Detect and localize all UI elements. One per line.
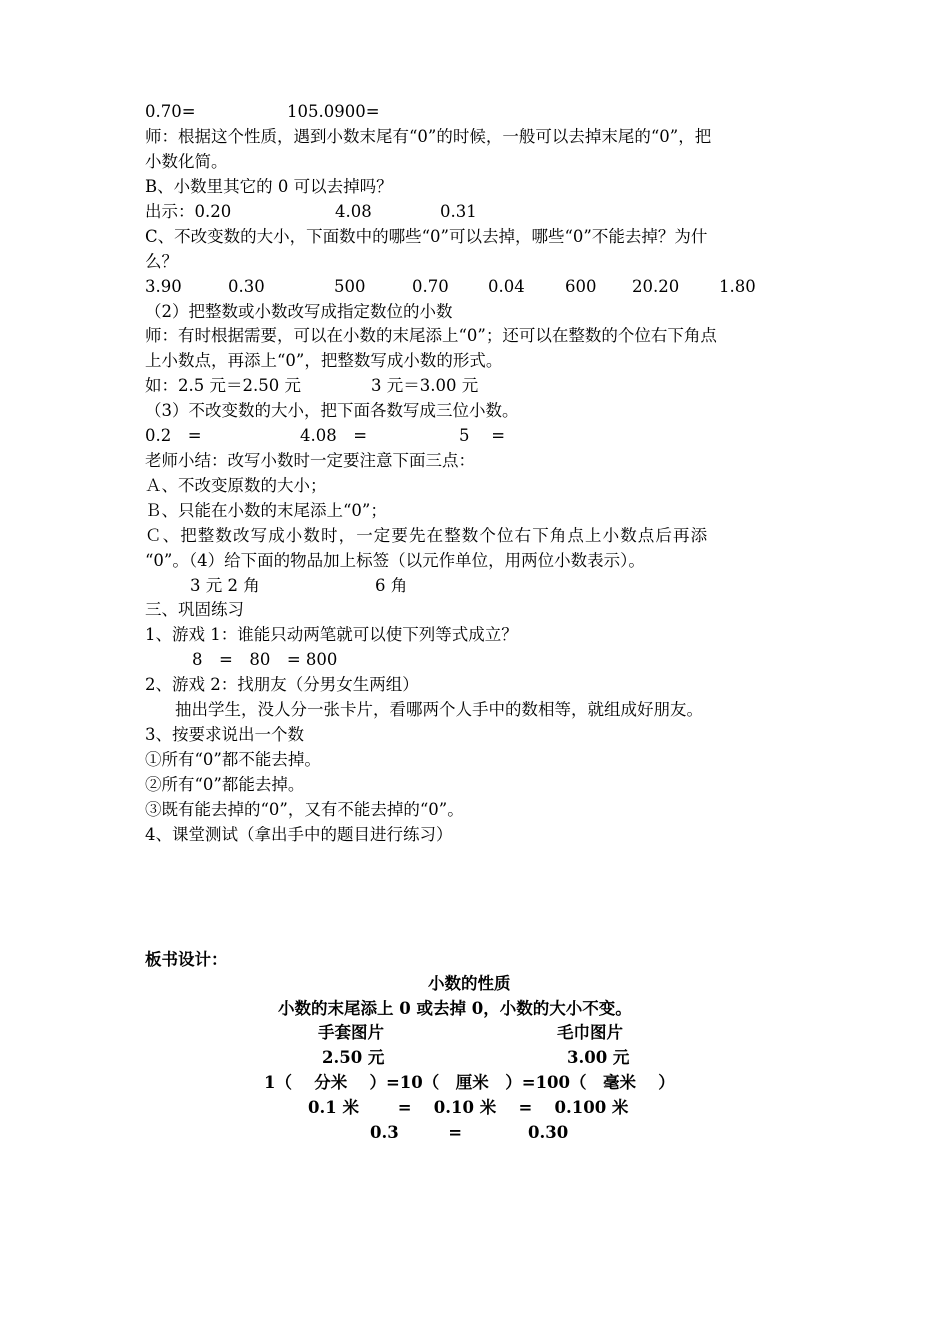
text-line: 6 角 [375, 576, 408, 595]
board-glove-price: 2.50 元 [322, 1048, 385, 1067]
board-towel-price: 3.00 元 [567, 1048, 630, 1067]
text-line: Ａ、不改变原数的大小； [145, 476, 327, 495]
text-line: “0”。（4）给下面的物品加上标签（以元作单位，用两位小数表示）。 [145, 551, 645, 570]
board-glove-label: 手套图片 [318, 1023, 384, 1042]
text-line: ③既有能去掉的“0”，又有不能去掉的“0”。 [145, 800, 464, 819]
number-item: 20.20 [632, 277, 680, 296]
board-title: 小数的性质 [428, 974, 511, 993]
text-line: 小数化简。 [145, 152, 228, 171]
number-item: 600 [565, 277, 597, 296]
text-line: 老师小结：改写小数时一定要注意下面三点： [145, 451, 475, 470]
text-line: 3 元 2 角 [190, 576, 260, 595]
text-line: 师：有时根据需要，可以在小数的末尾添上“0”；还可以在整数的个位右下角点 [145, 326, 717, 345]
text-line: 3、按要求说出一个数 [145, 725, 304, 744]
number-item: 500 [334, 277, 366, 296]
text-line: 么？ [145, 252, 178, 271]
text-line: 师：根据这个性质，遇到小数末尾有“0”的时候，一般可以去掉末尾的“0”，把 [145, 127, 712, 146]
text-line: 4.08 = [300, 426, 368, 445]
text-line: 上小数点，再添上“0”，把整数写成小数的形式。 [145, 351, 503, 370]
text-line: Ｂ、只能在小数的末尾添上“0”； [145, 501, 387, 520]
text-line: 8 = 80 = 800 [192, 650, 338, 669]
board-units-row: 1（ 分米 ）=10（ 厘米 ）=100（ 毫米 ） [264, 1073, 675, 1092]
number-item: 1.80 [719, 277, 756, 296]
text-line: 3 元＝3.00 元 [371, 376, 479, 395]
text-line: （2）把整数或小数改写成指定数位的小数 [145, 302, 453, 321]
text-line: ②所有“0”都能去掉。 [145, 775, 305, 794]
text-line: 0.31 [440, 202, 477, 221]
text-line: 出示：0.20 [145, 202, 232, 221]
text-line: 4.08 [335, 202, 372, 221]
text-line: 0.70= [145, 102, 196, 121]
number-item: 0.30 [228, 277, 265, 296]
board-meters-row: 0.1 米 = 0.10 米 = 0.100 米 [308, 1098, 629, 1117]
text-line: （3）不改变数的大小，把下面各数写成三位小数。 [145, 401, 519, 420]
section-heading: 三、巩固练习 [145, 600, 244, 619]
text-line: 5 = [459, 426, 506, 445]
text-line: 105.0900= [287, 102, 380, 121]
text-line: 2、游戏 2：找朋友（分男女生两组） [145, 675, 419, 694]
number-item: 3.90 [145, 277, 182, 296]
number-item: 0.04 [488, 277, 525, 296]
text-line: Ｃ、把整数改写成小数时，一定要先在整数个位右下角点上小数点后再添 [145, 526, 709, 545]
board-heading: 板书设计： [145, 950, 228, 969]
text-line: 0.2 = [145, 426, 202, 445]
text-line: ①所有“0”都不能去掉。 [145, 750, 321, 769]
number-item: 0.70 [412, 277, 449, 296]
text-line: 1、游戏 1：谁能只动两笔就可以使下列等式成立？ [145, 625, 518, 644]
text-line: 4、课堂测试（拿出手中的题目进行练习） [145, 825, 453, 844]
text-line: B、小数里其它的 0 可以去掉吗？ [145, 177, 393, 196]
text-line: 抽出学生，没人分一张卡片，看哪两个人手中的数相等，就组成好朋友。 [175, 700, 703, 719]
board-rule: 小数的末尾添上 0 或去掉 0，小数的大小不变。 [278, 999, 632, 1018]
text-line: C、不改变数的大小，下面数中的哪些“0”可以去掉，哪些“0”不能去掉？为什 [145, 227, 708, 246]
text-line: 如：2.5 元＝2.50 元 [145, 376, 301, 395]
board-equal-row: 0.3 = 0.30 [370, 1123, 569, 1142]
board-towel-label: 毛巾图片 [557, 1023, 623, 1042]
